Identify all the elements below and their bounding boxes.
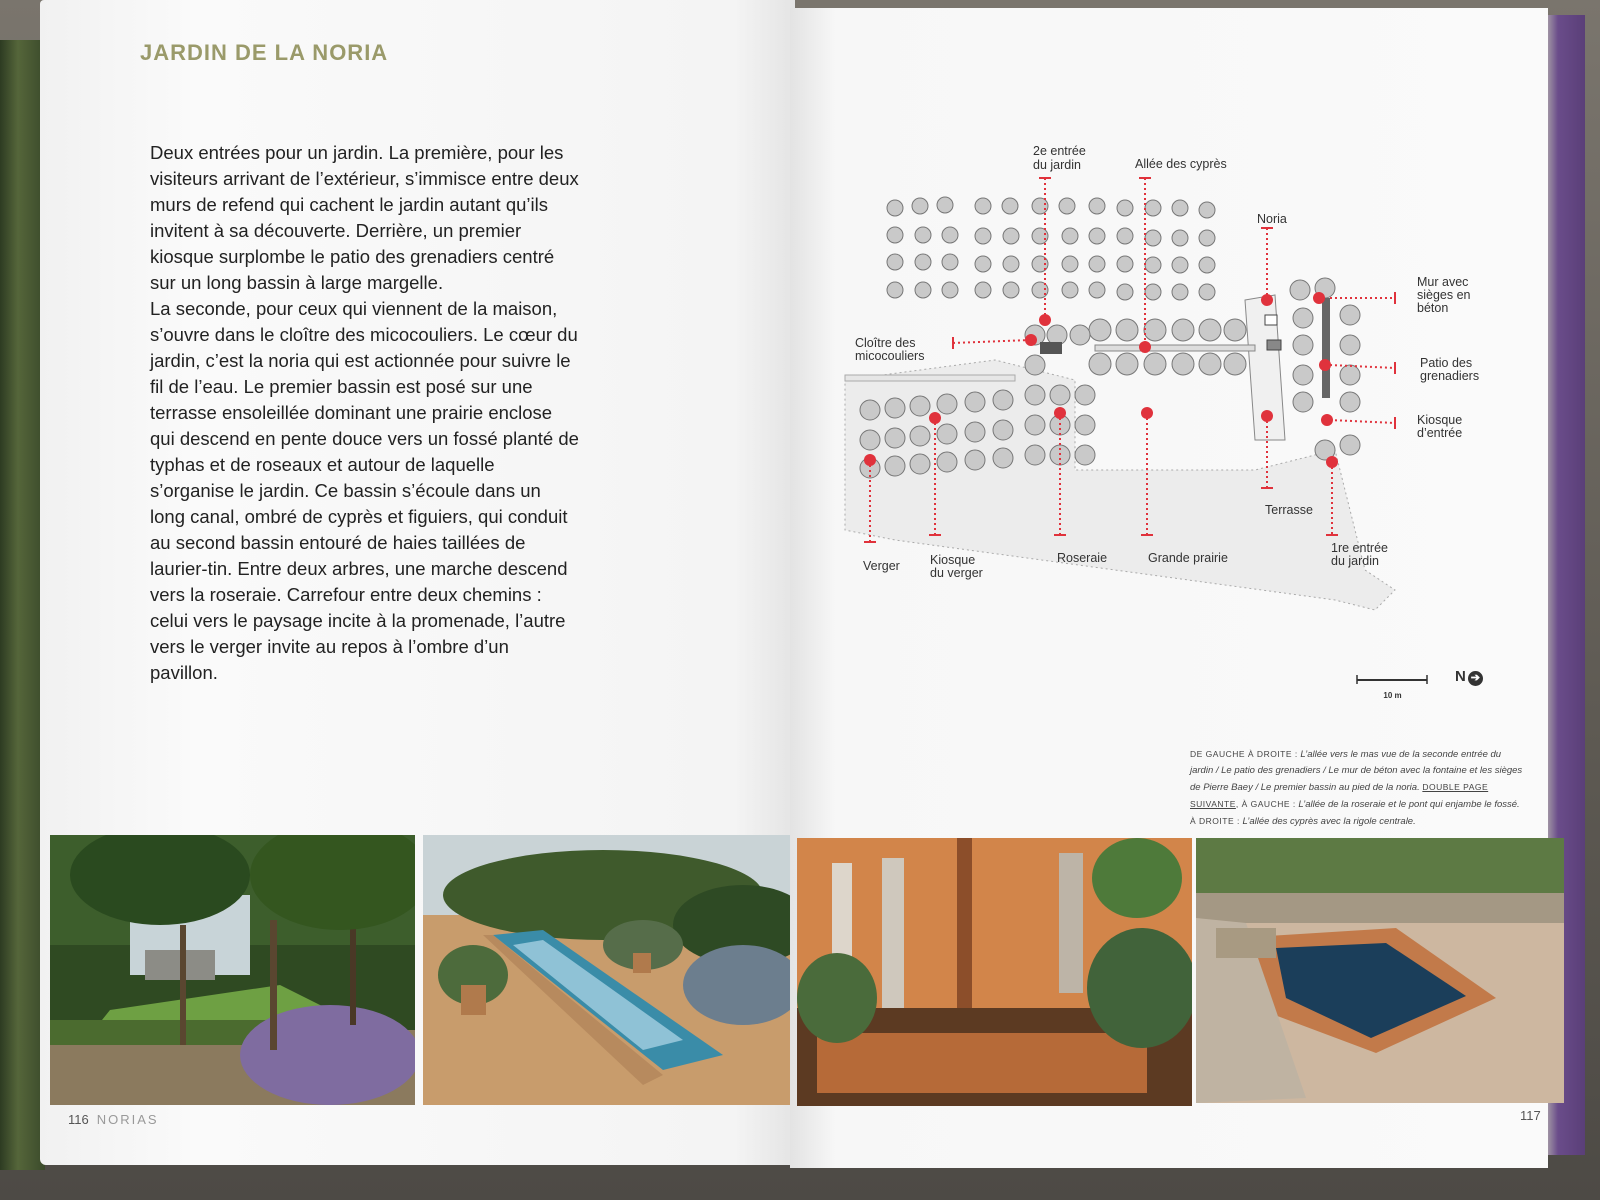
north-label: N (1455, 668, 1466, 685)
caption-tag-4: À DROITE : (1190, 816, 1240, 826)
label-entree2-line1: 2e entrée (1033, 144, 1086, 158)
caption-text-1: L’allée vers le mas vue de la seconde entrée du jardin / Le patio des grenadiers / Le mur de béton avec la fontaine et les sièges de Pierre Baey / Le premier bassin au pied de la noria. (1190, 749, 1523, 793)
label-cloitre-line1: Cloître des (855, 336, 916, 350)
label-patio-line2: grenadiers (1420, 369, 1480, 383)
page-number-117: 117 (1520, 1108, 1541, 1123)
marker-kiosque-verger (929, 412, 941, 424)
page-number: 116 (68, 1112, 89, 1127)
photo-long-basin-image (423, 835, 795, 1105)
caption-tag-1: DE GAUCHE À DROITE : (1190, 749, 1298, 759)
garden-plan (835, 140, 1495, 620)
label-terrasse: Terrasse (1265, 503, 1313, 517)
photo-concrete-wall-image (797, 838, 1192, 1106)
marker-entree1 (1326, 456, 1338, 468)
label-patio-line1: Patio des (1420, 356, 1473, 370)
photo-concrete-wall (797, 838, 1192, 1106)
caption-tag-3: , À GAUCHE : (1235, 799, 1296, 809)
marker-allee (1139, 341, 1151, 353)
photo-long-basin (423, 835, 795, 1105)
photo-first-basin (1196, 838, 1564, 1103)
label-entree2-line2: du jardin (1033, 158, 1081, 172)
north-arrow-icon: ➔ (1468, 671, 1483, 686)
label-mur-line2: sièges en (1417, 288, 1471, 302)
label-cloitre-line2: micocouliers (855, 349, 925, 363)
body-text (150, 140, 580, 686)
scale-label: 10 m (1383, 691, 1402, 700)
caption-text-3: L’allée des cyprès avec la rigole centrale. (1242, 816, 1416, 827)
marker-kiosque-entree (1321, 414, 1333, 426)
marker-entree2 (1039, 314, 1051, 326)
caption-tag-2: DOUBLE PAGE SUIVANTE (1190, 782, 1489, 809)
marker-roseraie (1054, 407, 1066, 419)
photo-garden-alley-image (50, 835, 415, 1105)
marker-mur (1313, 292, 1325, 304)
label-mur-line3: béton (1417, 301, 1449, 315)
book-edge-left (0, 40, 45, 1170)
label-kiosque-entree-line2: d’entrée (1417, 426, 1463, 440)
paragraph-1: Deux entrées pour un jardin. La première, pour les visiteurs arrivant de l’extérieur, s’immisce entre deux murs de refend qui cachent le jardin autant qu’ils invitent à sa découverte. Derrière, un premier kiosque surplombe le patio des grenadiers centré sur un long bassin à large margelle. (150, 142, 579, 293)
label-allee: Allée des cyprès (1135, 157, 1227, 171)
marker-cloitre (1025, 334, 1037, 346)
photo-garden-alley (50, 835, 415, 1105)
marker-noria (1261, 294, 1273, 306)
label-prairie: Grande prairie (1148, 551, 1228, 565)
scale-bar (1355, 672, 1430, 700)
marker-terrasse (1261, 410, 1273, 422)
label-entree1-line2: du jardin (1331, 554, 1379, 568)
marker-patio (1319, 359, 1331, 371)
label-kiosque-verger-line1: Kiosque (930, 553, 976, 567)
caption-text-2: L’allée de la roseraie et le pont qui enjambe le fossé. (1298, 799, 1520, 810)
photo-caption (1190, 746, 1525, 830)
section-name: NORIAS (96, 1112, 159, 1127)
label-verger: Verger (863, 559, 900, 573)
label-kiosque-entree-line1: Kiosque (1417, 413, 1463, 427)
north-indicator (1455, 668, 1483, 686)
marker-verger (864, 454, 876, 466)
label-roseraie: Roseraie (1057, 551, 1108, 565)
scale-bar-graphic (1355, 672, 1430, 690)
label-entree1-line1: 1re entrée (1331, 541, 1388, 555)
orchard-trees-top (887, 197, 1215, 300)
page-number-right (1520, 1108, 1541, 1123)
label-kiosque-verger-line2: du verger (930, 566, 983, 580)
page-number-left (68, 1112, 159, 1127)
paragraph-2: La seconde, pour ceux qui viennent de la maison, s’ouvre dans le cloître des micocouliers. Le cœur du jardin, c’est la noria qui est actionnée pour suivre le fil de l’eau. Le premier bassin est posé sur une terrasse ensoleillée dominant une prairie enclose qui descend en pente douce vers un fossé planté de typhas et de roseaux et autour de laquelle s’organise le jardin. Ce bassin s’écoule dans un long canal, ombré de cyprès et figuiers, qui conduit au second bassin entouré de haies taillées de laurier-tin. Entre deux arbres, une marche descend vers la roseraie. Carrefour entre deux chemins : celui vers le paysage incite à la promenade, l’autre vers le verger invite au repos à l’ombre d’un pavillon. (150, 298, 579, 683)
page-title: JARDIN DE LA NORIA (140, 40, 389, 65)
marker-prairie (1141, 407, 1153, 419)
label-noria: Noria (1257, 212, 1287, 226)
photo-first-basin-image (1196, 838, 1564, 1103)
label-mur-line1: Mur avec (1417, 275, 1469, 289)
